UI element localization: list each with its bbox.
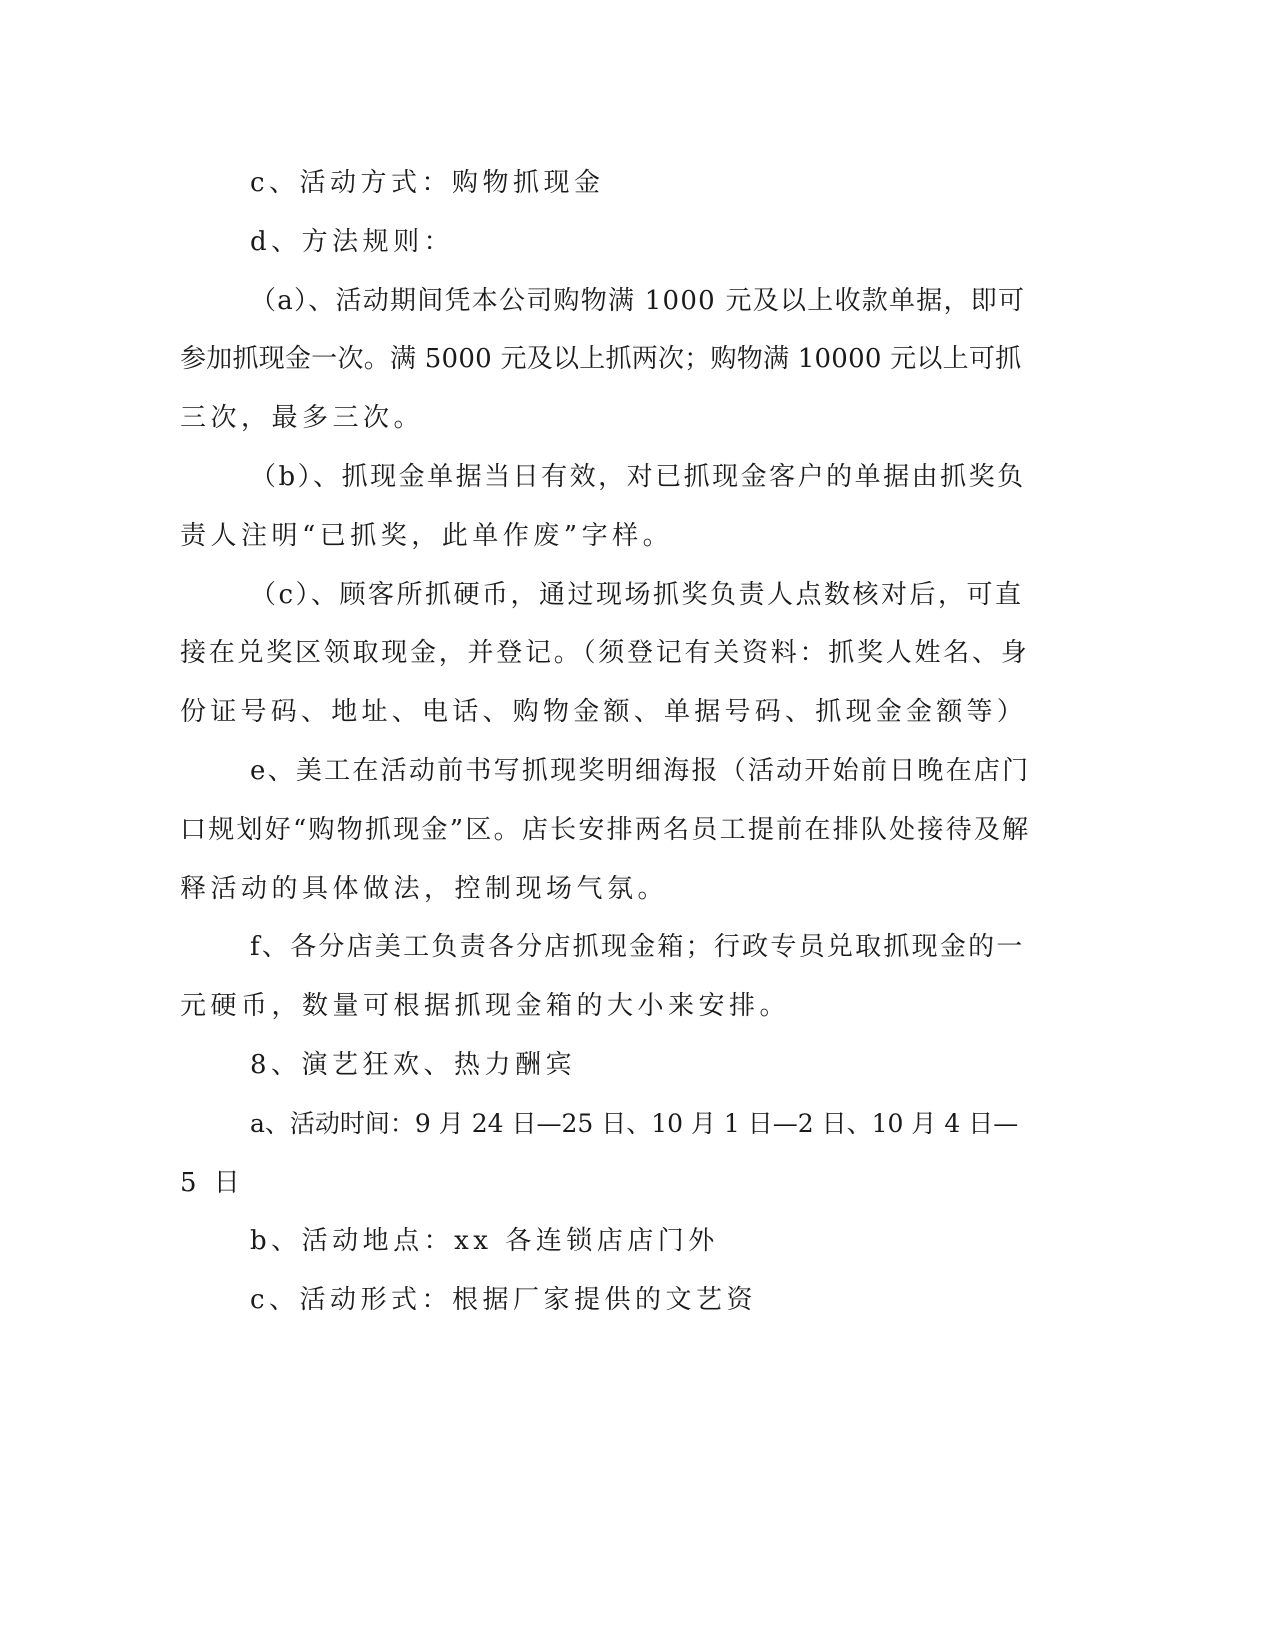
text-line: （c）、顾客所抓硬币，通过现场抓奖负责人点数核对后，可直 <box>250 580 1024 610</box>
text-line: 元硬币，数量可根据抓现金箱的大小来安排。 <box>180 991 791 1021</box>
text-line: 份证号码、地址、电话、购物金额、单据号码、抓现金金额等） <box>180 697 1028 727</box>
text-line: 接在兑奖区领取现金，并登记。（须登记有关资料：抓奖人姓名、身 <box>180 638 1030 668</box>
text-line: d、方法规则： <box>250 227 455 257</box>
text-line: 参加抓现金一次。满 5000 元及以上抓两次；购物满 10000 元以上可抓 <box>180 344 1022 374</box>
text-line: 口规划好“购物抓现金”区。店长安排两名员工提前在排队处接待及解 <box>180 815 1031 845</box>
text-line: （a）、活动期间凭本公司购物满 1000 元及以上收款单据，即可 <box>250 286 1026 316</box>
text-line: 释活动的具体做法，控制现场气氛。 <box>180 874 669 904</box>
text-line: a、活动时间：9 月 24 日—25 日、10 月 1 日—2 日、10 月 4 日— <box>250 1109 1019 1138</box>
text-line: （b）、抓现金单据当日有效，对已抓现金客户的单据由抓奖负 <box>250 462 1026 492</box>
section-heading: 8、演艺狂欢、热力酬宾 <box>250 1050 577 1080</box>
text-line: f、各分店美工负责各分店抓现金箱；行政专员兑取抓现金的一 <box>250 932 1025 962</box>
text-line: e、美工在活动前书写抓现奖明细海报（活动开始前日晚在店门 <box>250 756 1031 786</box>
text-line: 三次，最多三次。 <box>180 403 425 433</box>
text-line: 责人注明“已抓奖，此单作废”字样。 <box>180 521 674 551</box>
text-line: c、活动形式：根据厂家提供的文艺资 <box>250 1285 758 1315</box>
text-line: b、活动地点：xx 各连锁店店门外 <box>250 1226 719 1256</box>
text-line: c、活动方式：购物抓现金 <box>250 168 605 198</box>
text-line: 5 日 <box>180 1168 245 1198</box>
